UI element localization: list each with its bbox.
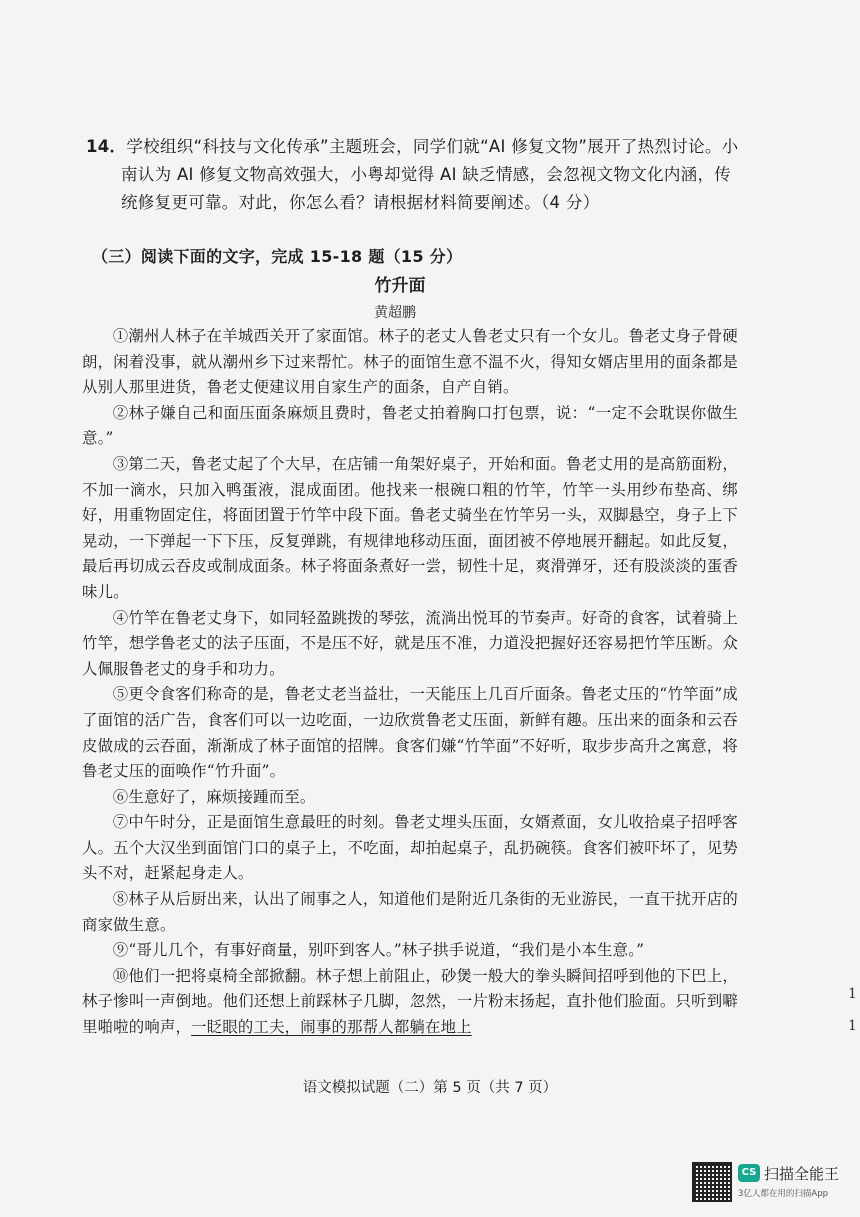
paragraph-3: ③第二天，鲁老丈起了个大早，在店铺一角架好桌子，开始和面。鲁老丈用的是高筋面粉，不加一滴水，只加入鸭蛋液，混成面团。他找来一根碗口粗的竹竿，竹竿一头用纱布垫高、绑好，用重物固定住，将面团置于竹竿中段下面。鲁老丈骑坐在竹竿另一头，双脚悬空，身子上下晃动，一下弹起一下下压，反复弹跳，有规律地移动压面，面团被不停地展开翻起。如此反复，最后再切成云吞皮或制成面条。林子将面条煮好一尝，韧性十足，爽滑弹牙，还有股淡淡的蛋香味儿。: [82, 454, 738, 601]
paragraph-7: ⑦中午时分，正是面馆生意最旺的时刻。鲁老丈埋头压面，女婿煮面，女儿收拾桌子招呼客人。五个大汉坐到面馆门口的桌子上，不吃面，却拍起桌子，乱扔碗筷。食客们被吓坏了，见势头不对，赶紧起身走人。: [82, 813, 738, 883]
paragraph-10: [82, 964, 738, 1041]
article-title: 竹升面: [374, 276, 426, 296]
question-14: [86, 133, 746, 217]
scanner-watermark: [692, 1162, 858, 1206]
scanner-tagline: 3亿人都在用的扫描App: [738, 1189, 829, 1199]
underlined-sentence: 一眨眼的工夫，闹事的那帮人都躺在地上: [191, 1018, 472, 1037]
scanner-name: 扫描全能王: [764, 1165, 840, 1183]
question-14-number: 14．: [86, 137, 127, 156]
paragraph-4: ④竹竿在鲁老丈身下，如同轻盈跳拨的琴弦，流淌出悦耳的节奏声。好奇的食客，试着骑上竹竿，想学鲁老丈的法子压面，不是压不好，就是压不准，力道没把握好还容易把竹竿压断。众人佩服鲁老丈的身手和功力。: [82, 608, 738, 678]
margin-mark: 1: [848, 1018, 857, 1034]
page-footer: 语文模拟试题（二）第 5 页（共 7 页）: [302, 1080, 558, 1096]
question-14-text: 学校组织“科技与文化传承”主题班会，同学们就“AI 修复文物”展开了热烈讨论。小南认为 AI 修复文物高效强大，小粤却觉得 AI 缺乏情感，会忽视文物文化内涵，传统修复更可靠。对此，你怎么看？请根据材料简要阐述。（4 分）: [121, 137, 739, 212]
paragraph-9: ⑨“哥儿几个，有事好商量，别吓到客人。”林子拱手说道，“我们是小本生意。”: [112, 941, 645, 960]
article-author: 黄超鹏: [374, 305, 416, 321]
article-body: [82, 324, 738, 1041]
paragraph-5: ⑤更令食客们称奇的是，鲁老丈老当益壮，一天能压上几百斤面条。鲁老丈压的“竹竿面”成了面馆的活广告，食客们可以一边吃面，一边欣赏鲁老丈压面，新鲜有趣。压出来的面条和云吞皮做成的云吞面，渐渐成了林子面馆的招牌。食客们嫌“竹竿面”不好听，取步步高升之寓意，将鲁老丈压的面唤作“竹升面”。: [82, 685, 738, 781]
paragraph-1: ①潮州人林子在羊城西关开了家面馆。林子的老丈人鲁老丈只有一个女儿。鲁老丈身子骨硬朗，闲着没事，就从潮州乡下过来帮忙。林子的面馆生意不温不火，得知女婿店里用的面条都是从别人那里进货，鲁老丈便建议用自家生产的面条，自产自销。: [82, 327, 738, 397]
paragraph-8: ⑧林子从后厨出来，认出了闹事之人，知道他们是附近几条街的无业游民，一直干扰开店的商家做生意。: [82, 890, 738, 934]
paragraph-6: ⑥生意好了，麻烦接踵而至。: [112, 787, 316, 806]
section-heading: （三）阅读下面的文字，完成 15-18 题（15 分）: [92, 247, 463, 266]
paragraph-2: ②林子嫌自己和面压面条麻烦且费时，鲁老丈拍着胸口打包票，说：“一定不会耽误你做生意。”: [82, 403, 738, 448]
qr-code-icon: [692, 1162, 732, 1202]
paragraph-10-text: ⑩他们一把将桌椅全部掀翻。林子想上前阻止，砂煲一般大的拳头瞬间招呼到他的下巴上，林子惨叫一声倒地。他们还想上前踩林子几脚，忽然，一片粉末扬起，直扑他们脸面。只听到噼里啪啦的响声，: [82, 966, 738, 1037]
margin-mark: 1: [848, 986, 857, 1002]
camscanner-logo: CS: [738, 1164, 760, 1182]
